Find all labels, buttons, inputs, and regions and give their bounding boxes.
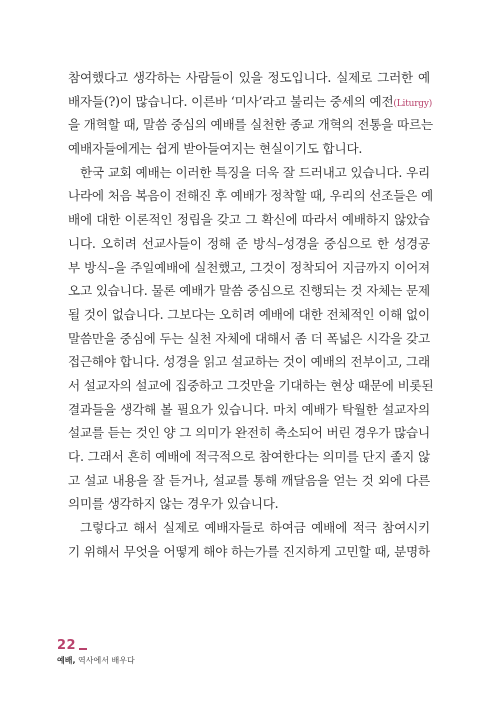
text-span: 배자들(?)이 많습니다. 이른바 ‘미사’라고 불리는 중세의 예전 [68,93,394,109]
text-line: 나라에 처음 복음이 전해진 후 예배가 정착할 때, 우리의 선조들은 예 [68,188,433,204]
text-line: 한국 교회 예배는 이러한 특징을 더욱 잘 드러내고 있습니다. 우리 [80,164,430,180]
text-line: 의미를 생각하지 않는 경우가 있습니다. [68,496,279,512]
body-text [68,66,434,563]
text-line [68,90,433,114]
text-line: 배에 대한 이론적인 정립을 갖고 그 확신에 따라서 예배하지 않았습 [68,212,430,228]
text-line: 될 것이 없습니다. 그보다는 오히려 예배에 대한 전체적인 이해 없이 [68,306,430,322]
liturgy-annotation: (Liturgy) [393,98,433,109]
book-title: 예배, [57,656,76,665]
page-number: 22 [57,638,77,653]
text-line: 접근해야 합니다. 성경을 읽고 설교하는 것이 예배의 전부이고, 그래 [68,354,430,370]
text-line: 설교를 듣는 것인 양 그 의미가 완전히 축소되어 버린 경우가 많습니 [68,425,430,441]
text-line: 말씀만을 중심에 두는 실천 자체에 대해서 좀 더 폭넓은 시각을 갖고 [68,330,430,346]
text-line: 참여했다고 생각하는 사람들이 있을 정도입니다. 실제로 그러한 예 [68,70,430,85]
text-line: 예배자들에게는 쉽게 받아들여지는 현실이기도 합니다. [68,141,363,157]
text-line: 서 설교자의 설교에 집중하고 그것만을 기대하는 현상 때문에 비롯된 [68,377,434,393]
text-line: 기 위해서 무엇을 어떻게 해야 하는가를 진지하게 고민할 때, 분명하 [68,543,430,559]
text-line: 결과들을 생각해 볼 필요가 있습니다. 마치 예배가 탁월한 설교자의 [68,401,430,417]
text-line: 다. 그래서 흔히 예배에 적극적으로 참여한다는 의미를 단지 졸지 않 [68,449,430,464]
book-subtitle: 역사에서 배우다 [75,656,135,665]
text-line: 오고 있습니다. 물론 예배가 말씀 중심으로 진행되는 것 자체는 문제 [68,283,430,299]
page-number-rule [79,648,87,650]
text-line: 그렇다고 해서 실제로 예배자들로 하여금 예배에 적극 참여시키 [80,520,430,536]
running-head [57,655,135,666]
text-line: 니다. 오히려 선교사들이 정해 준 방식–성경을 중심으로 한 성경공 [68,235,430,251]
text-line: 부 방식–을 주일예배에 실천했고, 그것이 정착되어 지금까지 이어져 [68,259,430,275]
text-line: 을 개혁할 때, 말씀 중심의 예배를 실천한 종교 개혁의 전통을 따르는 [68,117,433,133]
text-line: 고 설교 내용을 잘 듣거나, 설교를 통해 깨달음을 얻는 것 외에 다른 [68,472,430,488]
page-footer [57,634,135,666]
